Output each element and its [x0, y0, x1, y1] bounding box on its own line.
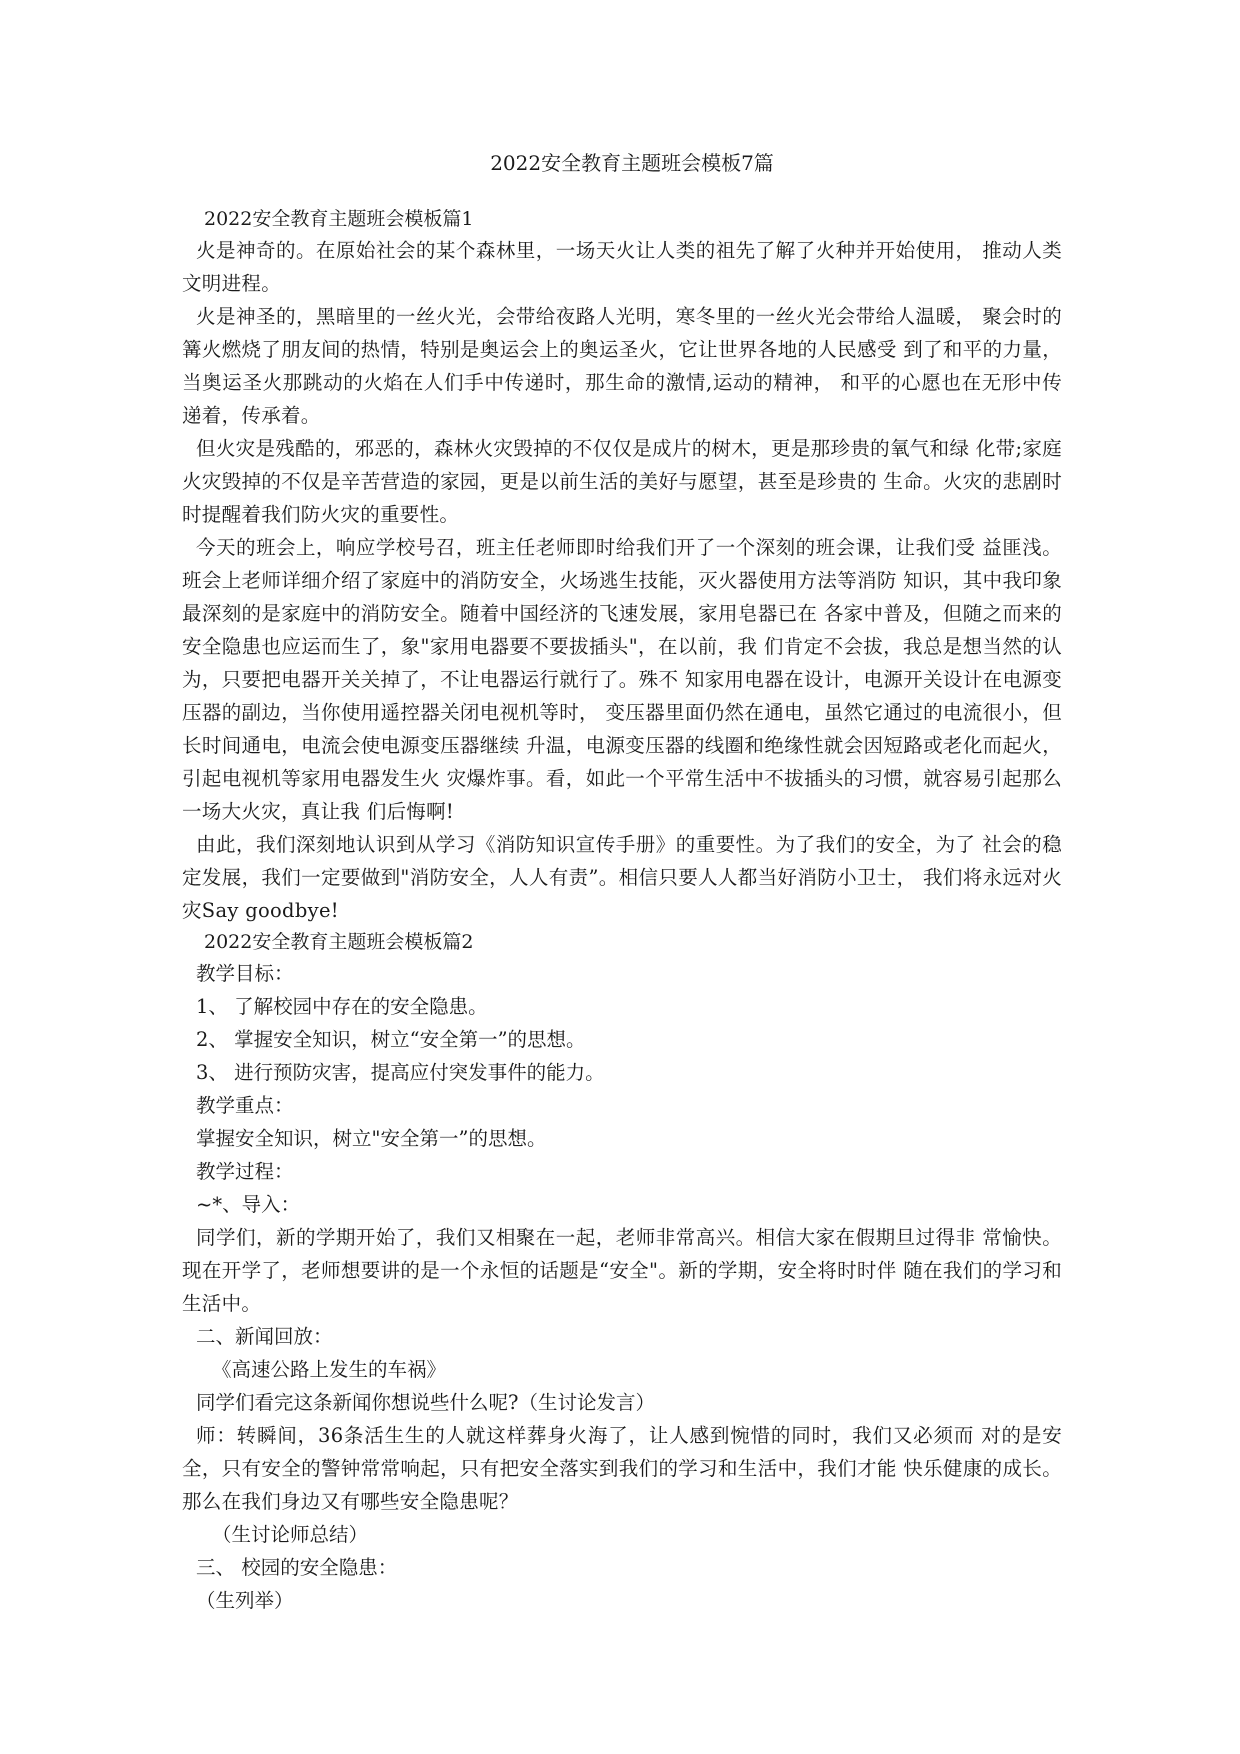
- news-title: 《高速公路上发生的车祸》: [212, 1358, 447, 1381]
- text-line: ~*、导入：: [196, 1193, 301, 1216]
- text-line: 同学们看完这条新闻你想说些什么呢?（生讨论发言）: [196, 1391, 655, 1414]
- section-heading-2: 2022安全教育主题班会模板篇2: [204, 931, 474, 953]
- text-line: 教学过程：: [196, 1160, 294, 1183]
- text-line: 教学目标：: [196, 962, 294, 985]
- document-title: 2022安全教育主题班会模板7篇: [490, 151, 774, 175]
- list-item: 2、 掌握安全知识，树立“安全第一”的思想。: [196, 1028, 586, 1051]
- paragraph: 火是神奇的。在原始社会的某个森林里，一场天火让人类的祖先了解了火种并开始使用， 推动人类文明进程。: [182, 239, 1062, 295]
- list-item: 1、 了解校园中存在的安全隐患。: [196, 995, 488, 1018]
- paragraph: 今天的班会上，响应学校号召，班主任老师即时给我们开了一个深刻的班会课，让我们受 益匪浅。班会上老师详细介绍了家庭中的消防安全，火场逃生技能，灭火器使用方法等消防 知识，其中我印象最深刻的是家庭中的消防安全。随着中国经济的飞速发展，家用皂器已在 各家中普及，但随之而来的安全隐患也应运而生了，象"家用电器要不要拔插头"，在以前，我 们肯定不会拔，我总是想当然的认为，只要把电器开关关掉了，不让电器运行就行了。殊不 知家用电器在设计，电源开关设计在电源变压器的副边，当你使用遥控器关闭电视机等时， 变压器里面仍然在通电，虽然它通过的电流很小，但长时间通电，电流会使电源变压器继续 升温，电源变压器的线圈和绝缘性就会因短路或老化而起火，引起电视机等家用电器发生火 灾爆炸事。看，如此一个平常生活中不拔插头的习惯，就容易引起那么一场大火灾，真让我 们后悔啊!: [182, 536, 1062, 823]
- section-heading-1: 2022安全教育主题班会模板篇1: [204, 208, 474, 230]
- list-item: 3、 进行预防灾害，提高应付突发事件的能力。: [196, 1061, 605, 1084]
- text-line: （生讨论师总结）: [212, 1523, 369, 1546]
- text-line: 教学重点：: [196, 1094, 294, 1117]
- paragraph: 师：转瞬间，36条活生生的人就这样葬身火海了，让人感到惋惜的同时，我们又必须而 对的是安全，只有安全的警钟常常响起，只有把安全落实到我们的学习和生活中，我们才能 快乐健康的成长。那么在我们身边又有哪些安全隐患呢？: [182, 1424, 1062, 1513]
- paragraph: 同学们，新的学期开始了，我们又相聚在一起，老师非常高兴。相信大家在假期旦过得非 常愉快。现在开学了，老师想要讲的是一个永恒的话题是“安全"。新的学期，安全将时时伴 随在我们的学习和生活中。: [182, 1226, 1062, 1315]
- paragraph: 但火灾是残酷的，邪恶的，森林火灾毁掉的不仅仅是成片的树木，更是那珍贵的氧气和绿 化带;家庭火灾毁掉的不仅是辛苦营造的家园，更是以前生活的美好与愿望，甚至是珍贵的 生命。火灾的悲剧时时提醒着我们防火灾的重要性。: [182, 437, 1062, 526]
- text-line: 掌握安全知识，树立"安全第一”的思想。: [196, 1127, 547, 1150]
- text-line: 三、 校园的安全隐患：: [196, 1556, 398, 1579]
- paragraph: 由此，我们深刻地认识到从学习《消防知识宣传手册》的重要性。为了我们的安全，为了 社会的稳定发展，我们一定要做到"消防安全，人人有责”。相信只要人人都当好消防小卫士， 我们将永远对火灾Say goodbye!: [182, 833, 1062, 922]
- text-line: （生列举）: [196, 1589, 294, 1612]
- paragraph: 火是神圣的，黑暗里的一丝火光，会带给夜路人光明，寒冬里的一丝火光会带给人温暖， 聚会时的篝火燃烧了朋友间的热情，特别是奥运会上的奥运圣火，它让世界各地的人民感受 到了和平的力量，当奥运圣火那跳动的火焰在人们手中传递时，那生命的激情,运动的精神， 和平的心愿也在无形中传递着，传承着。: [182, 305, 1062, 427]
- text-line: 二、新闻回放：: [196, 1325, 333, 1348]
